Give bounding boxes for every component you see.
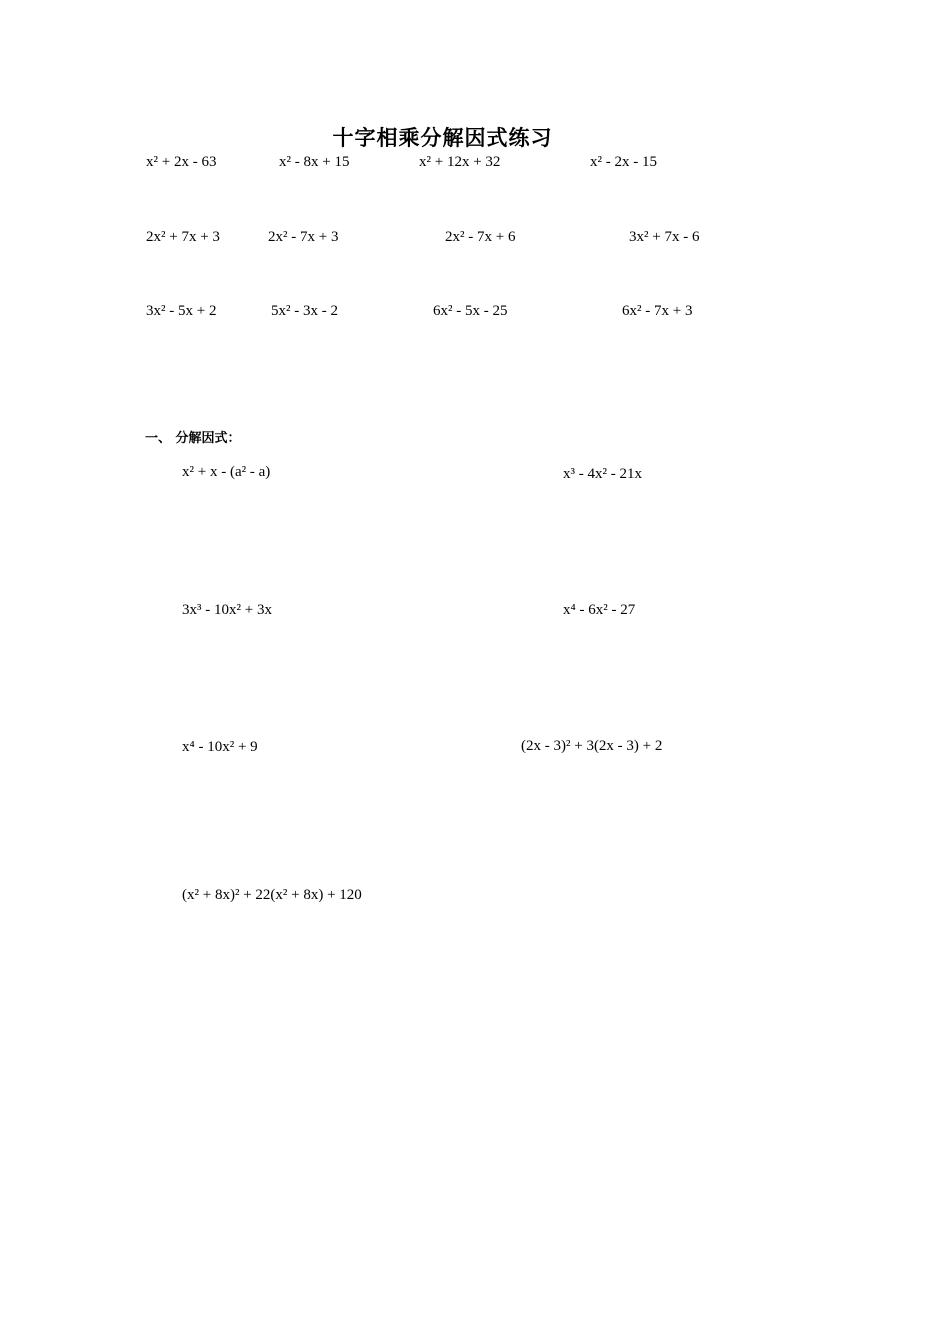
- warmup-expression: 2x² - 7x + 3: [268, 229, 339, 245]
- factor-problem: x⁴ - 6x² - 27: [563, 602, 636, 618]
- warmup-expression: 6x² - 5x - 25: [433, 303, 508, 319]
- factor-problem: (x² + 8x)² + 22(x² + 8x) + 120: [182, 887, 362, 903]
- warmup-expression: 2x² + 7x + 3: [146, 229, 220, 245]
- factor-problem: x² + x - (a² - a): [182, 464, 271, 480]
- warmup-expression: x² - 8x + 15: [279, 154, 350, 170]
- page-title: 十字相乘分解因式练习: [332, 126, 553, 150]
- factor-problem: x³ - 4x² - 21x: [563, 466, 642, 482]
- factor-problem: (2x - 3)² + 3(2x - 3) + 2: [521, 738, 663, 754]
- factor-problem: x⁴ - 10x² + 9: [182, 739, 258, 755]
- section-heading: 一、 分解因式：: [145, 431, 241, 446]
- warmup-expression: 2x² - 7x + 6: [445, 229, 516, 245]
- warmup-expression: x² + 2x - 63: [146, 154, 217, 170]
- warmup-expression: 3x² - 5x + 2: [146, 303, 217, 319]
- factor-problem: 3x³ - 10x² + 3x: [182, 602, 272, 618]
- warmup-expression: 5x² - 3x - 2: [271, 303, 338, 319]
- warmup-expression: 6x² - 7x + 3: [622, 303, 693, 319]
- warmup-expression: x² + 12x + 32: [419, 154, 501, 170]
- warmup-expression: 3x² + 7x - 6: [629, 229, 700, 245]
- warmup-expression: x² - 2x - 15: [590, 154, 657, 170]
